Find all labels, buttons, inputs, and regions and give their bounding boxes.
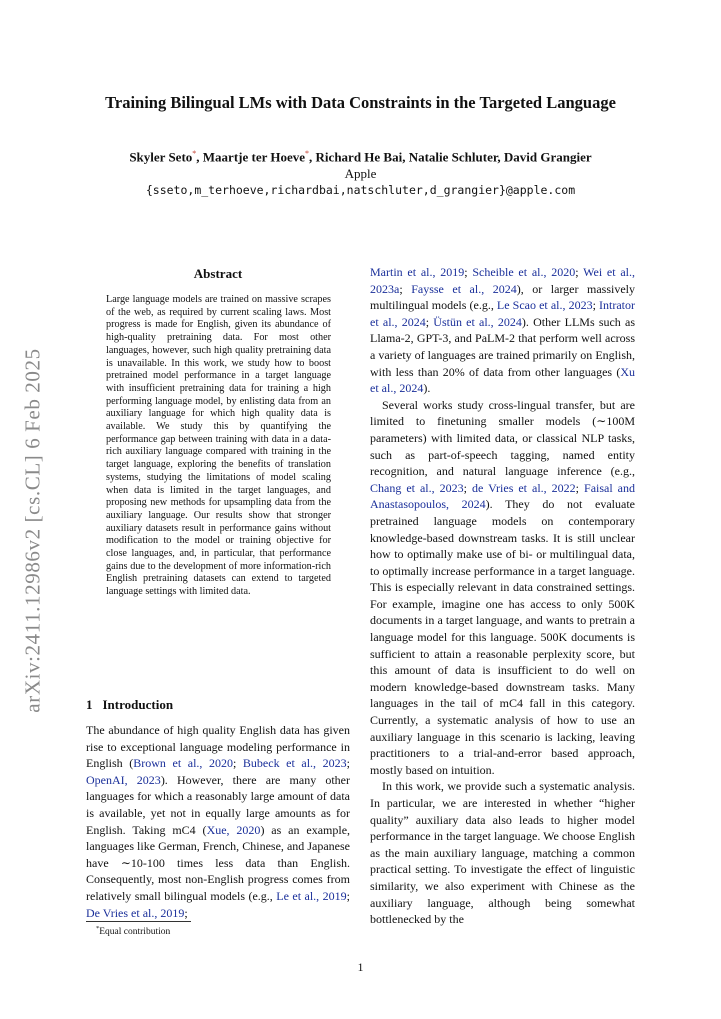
section-title: Introduction — [102, 697, 174, 712]
author-name: Skyler Seto — [129, 149, 193, 165]
footnote — [96, 925, 170, 937]
citation-link[interactable]: Le Scao et al., 2023 — [496, 298, 593, 313]
citation-link[interactable]: Üstün et al., 2024 — [433, 314, 522, 329]
affiliation: Apple — [344, 166, 377, 181]
footnote-divider — [86, 921, 191, 922]
citation-link[interactable]: Xu et al., 2024 — [370, 364, 635, 396]
citation-link[interactable]: Martin et al., 2019 — [370, 265, 465, 279]
page-number: 1 — [357, 960, 364, 974]
citation-link[interactable]: Wei et al., 2023a — [370, 265, 635, 296]
right-column — [370, 264, 635, 928]
intro-paragraph-1: The abundance of high quality English data has given rise to exceptional language modeling performance in English (Brown et al., 2020; Bubeck et al., 2023; OpenAI, 2023). However, there are many other languages for which a reasonably large amount of data is available, yet not in equally large amounts as for English. Taking mC4 (Xue, 2020) as an example, languages like German, French, Chinese, and Japanese have ∼10-100 times less data than English. Consequently, most non-English progress comes from relatively small bilingual models (e.g., Le et al., 2019; De Vries et al., 2019; — [86, 723, 351, 920]
arxiv-id-text: arXiv:2411.12986v2 [cs.CL] 6 Feb 2025 — [20, 347, 45, 713]
author-name: Maartje ter Hoeve — [202, 149, 306, 165]
citation-link[interactable]: Intrator et al., 2024 — [370, 298, 635, 329]
paper-title: Training Bilingual LMs with Data Constraints in the Targeted Language — [105, 93, 616, 112]
citation-link[interactable]: Faisal and Anastasopoulos, 2024 — [370, 480, 636, 512]
citation-link[interactable]: Faysse et al., 2024 — [411, 281, 517, 296]
citation-link[interactable]: Brown et al., 2020 — [133, 756, 233, 771]
abstract-text: Large language models are trained on massive scrapes of the web, as required by current scaling laws. Most progress is made for English, given its abundance of high-quality pretraining data. For most other languages, however, such high quality pretraining data is unavailable. In this work, we study how to boost pretrained model performance in a target language with insufficient pretraining data for training a high performing language model, by enlisting data from an auxiliary language for which high quality data is available. We study this by quantifying the performance gap between training with data in a data-rich auxiliary language compared with training in the target language, exploring the benefits of translation systems, studying the limitations of model scaling when data is limited in the target languages, and proposing new methods for upsampling data from the auxiliary language. Our results show that stronger auxiliary datasets result in performance gains without modification to the model or training objective for close languages, and, in particular, that performance gains due to the development of more information-rich English pretraining datasets can extend to targeted language settings with limited data. — [106, 294, 331, 598]
citation-link[interactable]: Xue, 2020 — [206, 822, 261, 837]
intro-paragraph-continued: Martin et al., 2019; Scheible et al., 2020; Wei et al., 2023a; Faysse et al., 2024), or larger massively multilingual models (e.g., Le Scao et al., 2023; Intrator et al., 2024; Üstün et al., 2024). Other LLMs such as Llama-2, GPT-3, and PaLM-2 that perform well across a variety of languages are trained primarily on English, with less than 20% of data from other languages (Xu et al., 2024). — [370, 265, 636, 396]
author-list: Skyler Seto*, Maartje ter Hoeve*, Richard He Bai, Natalie Schluter, David Grangier — [129, 149, 592, 165]
intro-paragraph-3: In this work, we provide such a systematic analysis. In particular, we are interested in whether “higher quality” auxiliary data also leads to higher model performance in the target language. We choose English as the main auxiliary language, matching a common practical setting. To investigate the effect of linguistic similarity, we also experiment with Chinese as the auxiliary language, although being somewhat bottlenecked by the — [370, 779, 635, 927]
citation-link[interactable]: Le et al., 2019 — [276, 888, 347, 903]
footnote-mark: * — [96, 925, 100, 932]
citation-link[interactable]: Scheible et al., 2020 — [472, 265, 576, 279]
arxiv-identifier-stamp — [14, 347, 52, 713]
citation-link[interactable]: Bubeck et al., 2023 — [242, 756, 347, 771]
equal-contribution-mark: * — [192, 149, 197, 158]
citation-link[interactable]: Chang et al., 2023 — [370, 480, 464, 495]
citation-link[interactable]: OpenAI, 2023 — [86, 772, 161, 787]
footnote-text: Equal contribution — [99, 927, 171, 938]
citation-link[interactable]: de Vries et al., 2022 — [471, 480, 576, 495]
section-number: 1 — [86, 697, 93, 712]
intro-paragraph-2: Several works study cross-lingual transfer, but are limited to finetuning smaller models (∼100M parameters) with limited data, or classical NLP tasks, such as part-of-speech tagging, named entity recognition, and natural language inference (e.g., Chang et al., 2023; de Vries et al., 2022; Faisal and Anastasopoulos, 2024). They do not evaluate pretrained language models on contemporary knowledge-based downstream tasks. It is still unclear how to optimally make use of bi- or multilingual data, to optimally increase performance in a target language. This is especially relevant in data constrained settings. For example, imagine one has access to only 500K documents in a target language, and wants to pretrain a language model for this language. 500K documents is sufficient to attain a reasonable perplexity score, but this amount of data is insufficient to do well on modern knowledge-based downstream tasks. Many languages in the tail of mC4 fall in this category. Currently, a systematic analysis of how to use an auxiliary language in this scenario is lacking, leaving practitioners to a trial-and-error based approach, mostly based on intuition. — [370, 397, 636, 777]
author-email: {sseto,m_terhoeve,richardbai,natschluter,d_grangier}@apple.com — [145, 183, 576, 197]
author-names-rest: Richard He Bai, Natalie Schluter, David Grangier — [315, 149, 592, 165]
equal-contribution-mark: * — [305, 149, 310, 158]
section-heading-introduction — [86, 697, 173, 713]
abstract-heading: Abstract — [193, 266, 243, 281]
citation-link[interactable]: De Vries et al., 2019 — [86, 905, 185, 920]
